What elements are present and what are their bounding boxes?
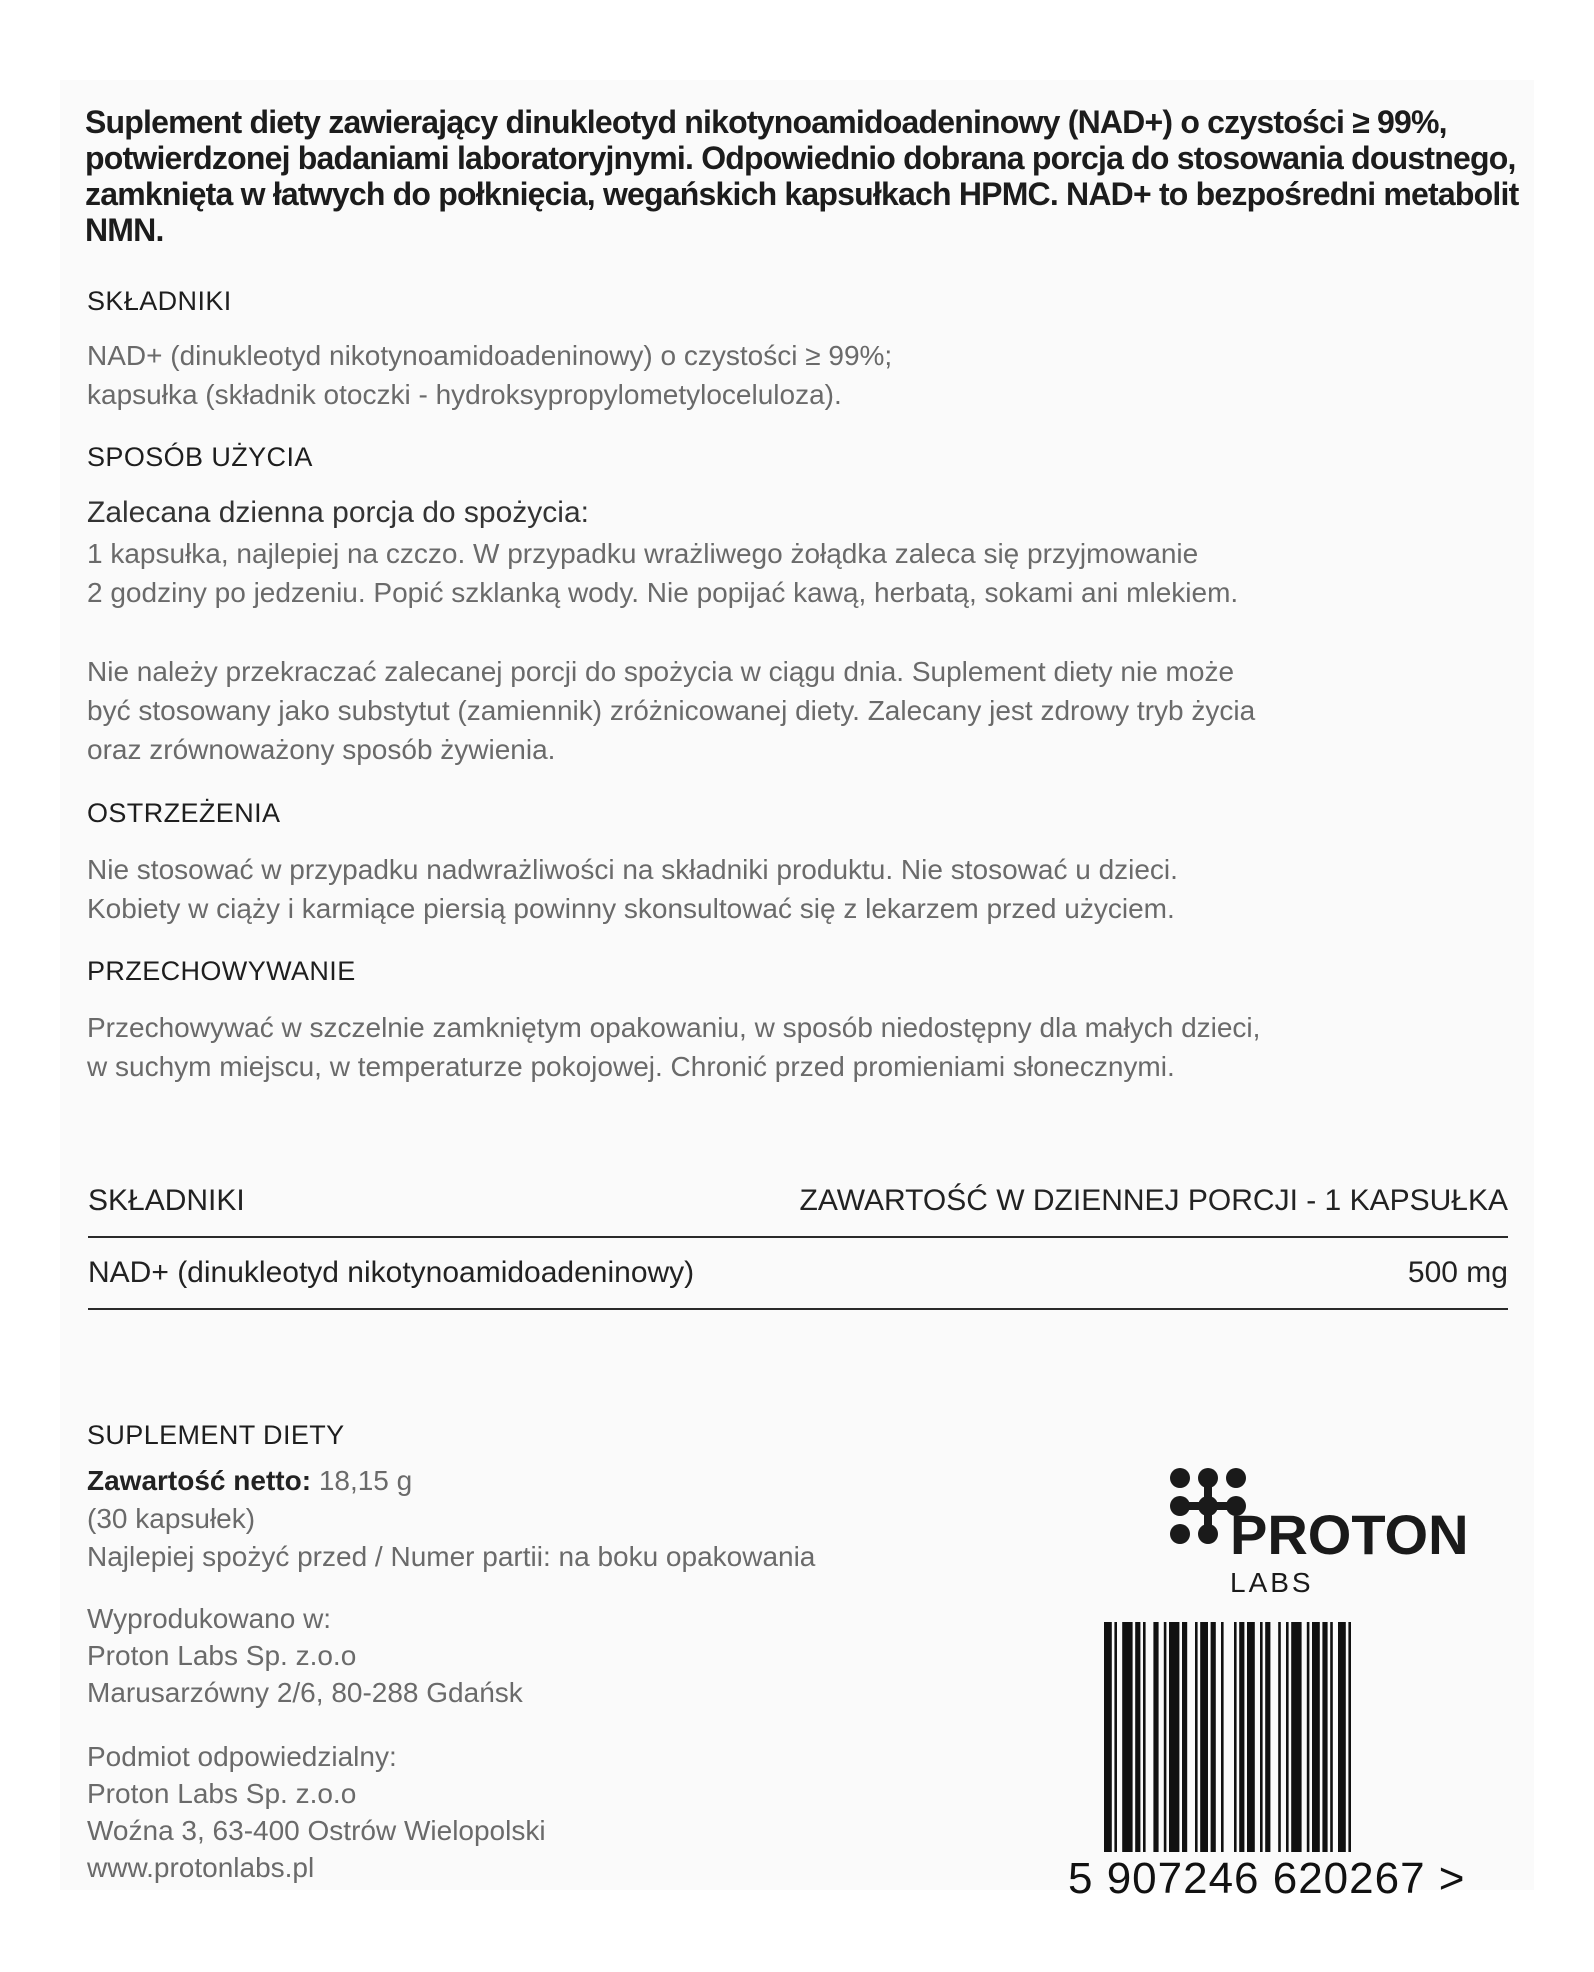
- barcode-bar: [1265, 1622, 1270, 1852]
- barcode-bar: [1286, 1622, 1289, 1852]
- barcode-bar: [1291, 1622, 1301, 1852]
- table-header-row: [88, 1166, 1508, 1238]
- barcode-bar: [1312, 1622, 1320, 1852]
- usage-subheading: Zalecana dzienna porcja do spożycia:: [87, 496, 589, 529]
- barcode: [1104, 1622, 1464, 1852]
- table-cell-name: NAD+ (dinukleotyd nikotynoamidoadeninowy): [88, 1256, 695, 1289]
- barcode-bar: [1239, 1622, 1244, 1852]
- barcode-bar: [1234, 1622, 1237, 1852]
- barcode-bar: [1195, 1622, 1198, 1852]
- usage-note: Nie należy przekraczać zalecanej porcji do spożycia w ciągu dnia. Suplement diety nie może być stosowany jako substytut (zamiennik) zróżnicowanej diety. Zalecany jest zdrowy tryb życia oraz zrównoważony sposób żywienia.: [87, 656, 1256, 765]
- warnings-text: Nie stosować w przypadku nadwrażliwości na składniki produktu. Nie stosować u dzieci. Kobiety w ciąży i karmiące piersią powinny skonsultować się z lekarzem przed użyciem.: [87, 854, 1178, 924]
- barcode-bar: [1122, 1622, 1132, 1852]
- barcode-bar: [1278, 1622, 1281, 1852]
- barcode-bar: [1260, 1622, 1263, 1852]
- ingredients-text: NAD+ (dinukleotyd nikotynoamidoadeninowy) o czystości ≥ 99%; kapsułka (składnik otoczki - hydroksypropylometyloceluloza).: [87, 340, 893, 410]
- barcode-bar: [1348, 1622, 1351, 1852]
- barcode-bar: [1153, 1622, 1158, 1852]
- barcode-bar: [1307, 1622, 1310, 1852]
- warnings-heading: OSTRZEŻENIA: [87, 798, 281, 828]
- net-label: Zawartość netto:: [87, 1465, 312, 1496]
- table-cell-value: 500 mg: [1407, 1256, 1508, 1289]
- brand-name: PROTON: [1230, 1503, 1469, 1566]
- table-col-ingredients: SKŁADNIKI: [88, 1184, 245, 1217]
- barcode-bar: [1182, 1622, 1187, 1852]
- barcode-bar: [1164, 1622, 1167, 1852]
- manufacturer-info: Wyprodukowano w: Proton Labs Sp. z.o.o Marusarzówny 2/6, 80-288 Gdańsk: [87, 1603, 523, 1708]
- storage-text: Przechowywać w szczelnie zamkniętym opakowaniu, w sposób niedostępny dla małych dzieci, w suchym miejscu, w temperaturze pokojowej. Chronić przed promieniami słonecznymi.: [87, 1012, 1261, 1082]
- barcode-bar: [1143, 1622, 1146, 1852]
- best-before-text: Najlepiej spożyć przed / Numer partii: na boku opakowania: [87, 1541, 816, 1572]
- barcode-bar: [1330, 1622, 1333, 1852]
- nutrition-table: [88, 1166, 1508, 1310]
- responsible-entity: Podmiot odpowiedzialny: Proton Labs Sp. z.o.o Woźna 3, 63-400 Ostrów Wielopolski www.protonlabs.pl: [87, 1741, 546, 1883]
- net-value: 18,15 g: [318, 1465, 413, 1496]
- barcode-bar: [1114, 1622, 1117, 1852]
- barcode-bar: [1211, 1622, 1216, 1852]
- table-col-content: ZAWARTOŚĆ W DZIENNEJ PORCJI - 1 KAPSUŁKA: [799, 1184, 1508, 1217]
- usage-text: 1 kapsułka, najlepiej na czczo. W przypadku wrażliwego żołądka zaleca się przyjmowanie 2 godziny po jedzeniu. Popić szklanką wody. Nie popijać kawą, herbatą, sokami ani mlekiem.: [87, 538, 1239, 608]
- usage-heading: SPOSÓB UŻYCIA: [87, 442, 313, 472]
- brand-sub: LABS: [1230, 1567, 1314, 1598]
- barcode-bar: [1247, 1622, 1255, 1852]
- proton-labs-logo: [1168, 1464, 1488, 1604]
- ingredients-heading: SKŁADNIKI: [87, 286, 232, 316]
- barcode-bar: [1200, 1622, 1208, 1852]
- barcode-bar: [1135, 1622, 1140, 1852]
- category-label: SUPLEMENT DIETY: [87, 1420, 345, 1450]
- storage-heading: PRZECHOWYWANIE: [87, 956, 356, 986]
- barcode-bar: [1221, 1622, 1224, 1852]
- barcode-digits: 5 907246 620267 >: [1068, 1854, 1466, 1903]
- barcode-bar: [1169, 1622, 1179, 1852]
- capsule-count: (30 kapsułek): [87, 1503, 256, 1534]
- net-content: [87, 1462, 412, 1499]
- product-description: Suplement diety zawierający dinukleotyd nikotynoamidoadeninowy (NAD+) o czystości ≥ 99%, potwierdzonej badaniami laboratoryjnymi. Odpowiednio dobrana porcja do stosowania doustnego, zamknięta w łatwych do połknięcia, wegańskich kapsułkach HPMC. NAD+ to bezpośredni metabolit NMN.: [85, 104, 1519, 248]
- barcode-bar: [1322, 1622, 1327, 1852]
- table-row: [88, 1238, 1508, 1310]
- barcode-bar: [1104, 1622, 1112, 1852]
- barcode-bar: [1338, 1622, 1346, 1852]
